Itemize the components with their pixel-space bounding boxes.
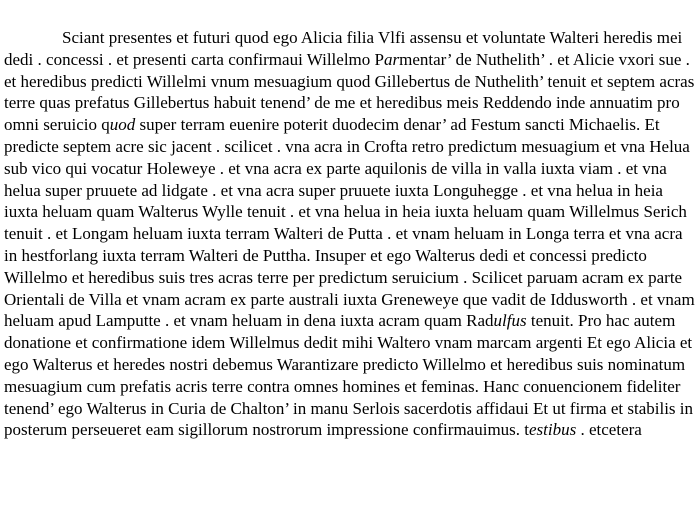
charter-text-paragraph: Sciant presentes et futuri quod ego Alicia filia Vlfi assensu et voluntate Walteri heredis mei dedi . concessi . et presenti carta confirmaui Willelmo Parmentar’ de Nuthelith’ . et Alicie vxori sue . et heredibus predicti Willelmi vnum mesuagium quod Gillebertus de Nuthelith’ tenuit et septem acras terre quas prefatus Gillebertus habuit tenend’ de me et heredibus meis Reddendo inde annuatim pro omni seruicio quod super terram euenire poterit duodecim denar’ ad Festum sancti Michaelis. Et predicte septem acre sic jacent . scilicet . vna acra in Crofta retro predictum mesuagium et vna Helua sub vico qui vocatur Holeweye . et vna acra ex parte aquilonis de villa in valla iuxta viam . et vna helua super pruuete ad lidgate . et vna acra super pruuete iuxta Longuhegge . et vna helua in heia iuxta heluam quam Walterus Wylle tenuit . et vna helua in heia iuxta heluam quam Willelmus Serich tenuit . et Longam heluam iuxta terram Walteri de Putta . et vnam heluam in Longa terra et vna acra in hestforlang iuxta terram Walteri de Puttha. Insuper et ego Walterus dedi et concessi predicto Willelmo et heredibus suis tres acras terre per predictum seruicium . Scilicet paruam acram ex parte Orientali de Villa et vnam acram ex parte australi iuxta Greneweye que vadit de Iddusworth . et vnam heluam apud Lamputte . et vnam heluam in dena iuxta acram quam Radulfus tenuit. Pro hac autem donatione et confirmatione idem Willelmus dedit mihi Waltero vnam marcam argenti Et ego Alicia et ego Walterus et heredes nostri debemus Warantizare predicto Willelmo et heredibus suis nominatum mesuagium cum prefatis acris terre contra omnes homines et feminas. Hanc conuencionem fideliter tenend’ ego Walterus in Curia de Chalton’ in manu Serlois sacerdotis affidaui Et ut firma et stabilis in posterum perseueret eam sigillorum nostrorum impressione confirmauimus. testibus . etcetera bbox=[4, 28, 695, 440]
